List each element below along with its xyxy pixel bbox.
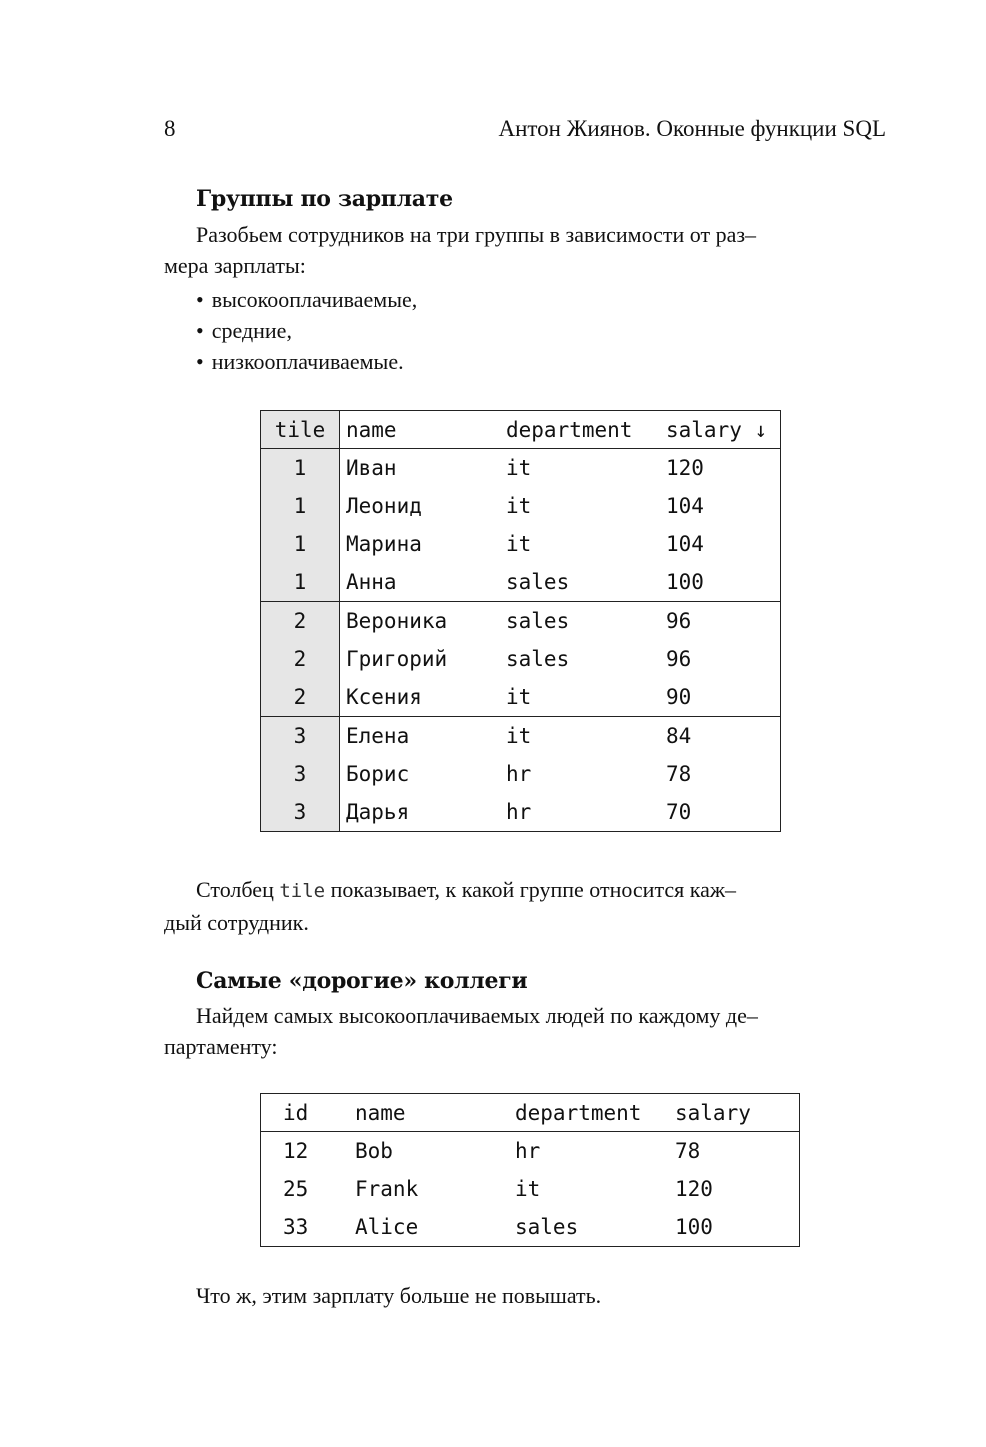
text-fragment: показывает, к какой группе относится каж– [325, 877, 737, 902]
cell-department: it [515, 1177, 541, 1201]
cell-salary: 90 [666, 685, 692, 709]
cell-department: it [500, 717, 660, 756]
cell-name: Вероника [340, 602, 501, 641]
cell-name: Иван [346, 456, 397, 480]
cell-tile: 3 [261, 755, 340, 793]
column-header-id: id [261, 1094, 350, 1132]
page-number: 8 [164, 116, 176, 141]
cell-tile: 2 [261, 640, 340, 678]
explanation-line: дый сотрудник. [164, 910, 309, 935]
cell-department: sales [500, 602, 660, 641]
table-row [261, 640, 781, 678]
column-header-tile: tile [261, 411, 340, 449]
cell-id: 33 [283, 1215, 309, 1239]
table-row [261, 1208, 800, 1247]
cell-tile: 1 [261, 563, 340, 602]
column-header-department: department [500, 411, 660, 449]
column-header-name: name [340, 411, 501, 449]
table-header-row [261, 1094, 800, 1132]
text-fragment: Столбец [196, 877, 280, 902]
intro-line: мера зарплаты: [164, 253, 306, 278]
cell-salary: 120 [675, 1177, 713, 1201]
cell-salary: 70 [666, 800, 692, 824]
section2-intro [164, 1000, 758, 1062]
column-header-salary: salary ↓ [660, 411, 781, 449]
cell-salary: 104 [666, 532, 704, 556]
section-heading-salary-groups: Группы по зарплате [196, 186, 453, 212]
table-row [261, 525, 781, 563]
cell-department: sales [506, 570, 570, 594]
cell-name: Alice [355, 1215, 419, 1239]
section1-intro [164, 219, 757, 281]
list-item: • низкооплачиваемые. [196, 346, 417, 377]
inline-code-tile: tile [279, 880, 326, 902]
table-row [261, 755, 781, 793]
cell-tile: 2 [261, 678, 340, 717]
closing-remark: Что ж, этим зарплату больше не повышать. [196, 1283, 602, 1308]
cell-name: Елена [340, 717, 501, 756]
table-row [261, 793, 781, 832]
cell-name: Frank [355, 1177, 419, 1201]
cell-name: Борис [346, 762, 410, 786]
intro-line: Найдем самых высокооплачиваемых людей по каждому де– [196, 1003, 758, 1028]
top-earners-table [260, 1093, 800, 1247]
tiles-table [260, 410, 781, 832]
cell-name: Bob [355, 1139, 393, 1163]
table-row [261, 678, 781, 717]
section-heading-top-earners: Самые «дорогие» коллеги [196, 968, 528, 994]
cell-salary: 120 [666, 456, 704, 480]
cell-department: it [506, 532, 532, 556]
table-row [261, 563, 781, 602]
cell-salary: 104 [666, 494, 704, 518]
cell-department: hr [506, 762, 532, 786]
table-row [261, 717, 781, 756]
cell-name: Григорий [346, 647, 448, 671]
column-header-salary: salary [669, 1094, 800, 1132]
list-item: • высокооплачиваемые, [196, 284, 417, 315]
table-row [261, 487, 781, 525]
cell-salary: 96 [666, 647, 692, 671]
cell-salary: 100 [666, 570, 704, 594]
cell-salary: 78 [666, 762, 692, 786]
cell-department: sales [515, 1215, 579, 1239]
cell-salary: 84 [660, 717, 781, 756]
running-title: Антон Жиянов. Оконные функции SQL [498, 116, 886, 141]
cell-tile: 3 [261, 717, 340, 756]
cell-department: it [506, 456, 532, 480]
table-row [261, 1170, 800, 1208]
table-row [261, 602, 781, 641]
cell-name: Дарья [346, 800, 410, 824]
cell-department: it [506, 494, 532, 518]
table-row [261, 449, 781, 488]
cell-salary: 100 [675, 1215, 713, 1239]
explanation-line [196, 874, 736, 907]
cell-department: sales [506, 647, 570, 671]
cell-department: hr [515, 1139, 541, 1163]
cell-name: Ксения [346, 685, 422, 709]
table-row [261, 1132, 800, 1171]
tile-explanation [164, 874, 737, 938]
cell-tile: 3 [261, 793, 340, 832]
cell-name: Марина [346, 532, 422, 556]
cell-name: Анна [346, 570, 397, 594]
table-header-row [261, 411, 781, 449]
cell-tile: 2 [261, 602, 340, 641]
salary-group-list [196, 284, 417, 377]
column-header-department: department [509, 1094, 669, 1132]
cell-id: 12 [283, 1139, 309, 1163]
cell-department: hr [506, 800, 532, 824]
cell-id: 25 [283, 1177, 309, 1201]
cell-name: Леонид [346, 494, 422, 518]
cell-salary: 96 [660, 602, 781, 641]
intro-line: Разобьем сотрудников на три группы в зависимости от раз– [196, 222, 757, 247]
cell-tile: 1 [261, 487, 340, 525]
column-header-name: name [349, 1094, 509, 1132]
intro-line: партаменту: [164, 1034, 278, 1059]
cell-tile: 1 [261, 525, 340, 563]
cell-department: it [506, 685, 532, 709]
cell-salary: 78 [675, 1139, 701, 1163]
list-item: • средние, [196, 315, 417, 346]
cell-tile: 1 [261, 449, 340, 488]
